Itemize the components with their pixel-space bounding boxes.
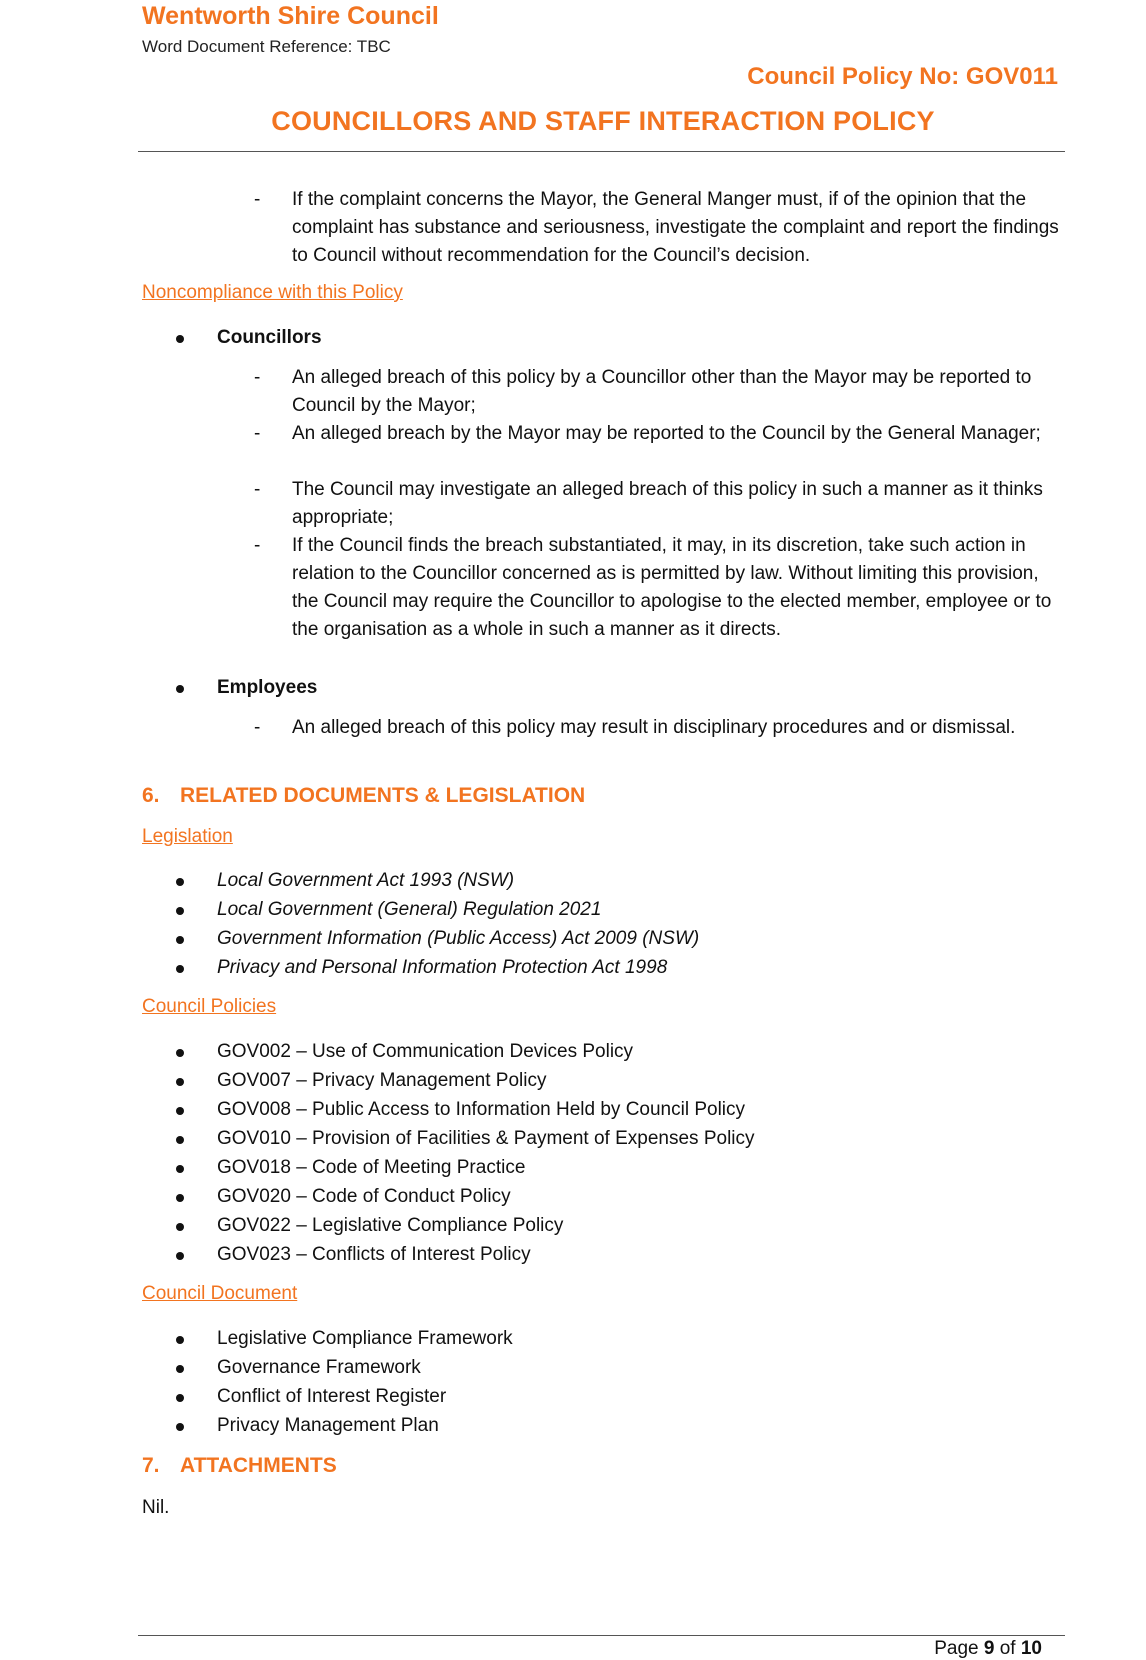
list-item-text: GOV023 – Conflicts of Interest Policy	[217, 1244, 531, 1265]
document-reference: Word Document Reference: TBC	[142, 37, 391, 56]
bullet-icon	[176, 335, 184, 343]
list-item-text: Local Government Act 1993 (NSW)	[217, 870, 515, 891]
list-item-text: GOV002 – Use of Communication Devices Policy	[217, 1041, 634, 1062]
section-title: RELATED DOCUMENTS & LEGISLATION	[180, 784, 586, 807]
page-current: 9	[983, 1638, 995, 1659]
list-item-text: An alleged breach of this policy may result in disciplinary procedures and or dismissal.	[292, 717, 1016, 738]
dash-marker: -	[254, 367, 261, 388]
bullet-icon	[176, 1078, 184, 1086]
policy-number: Council Policy No: GOV011	[747, 63, 1058, 90]
bullet-icon	[176, 1365, 184, 1373]
list-item-text: Local Government (General) Regulation 2021	[217, 899, 602, 920]
list-item-text: Government Information (Public Access) Act 2009 (NSW)	[217, 928, 700, 949]
section-title: ATTACHMENTS	[180, 1454, 337, 1477]
bullet-icon	[176, 1165, 184, 1173]
list-item-text: Conflict of Interest Register	[217, 1386, 447, 1407]
footer-divider	[138, 1635, 1065, 1636]
bullet-icon	[176, 1194, 184, 1202]
section-number: 7.	[142, 1454, 160, 1477]
page-total: 10	[1020, 1638, 1042, 1659]
list-item-text: GOV010 – Provision of Facilities & Payment of Expenses Policy	[217, 1128, 755, 1149]
page-label: Page	[934, 1638, 979, 1659]
bullet-icon	[176, 1252, 184, 1260]
noncompliance-heading: Noncompliance with this Policy	[142, 282, 403, 303]
list-item-text: The Council may investigate an alleged breach of this policy in such a manner as it thinks appropriate;	[292, 479, 1043, 528]
dash-marker: -	[254, 717, 261, 738]
bullet-icon	[176, 1136, 184, 1144]
list-item-text: If the Council finds the breach substantiated, it may, in its discretion, take such action in relation to the Councillor concerned as is permitted by law. Without limiting this provision, the Council may require the Councillor to apologise to the elected member, employee or to the organisation as a whole in such a manner as it directs.	[292, 535, 1052, 640]
attachments-body: Nil.	[142, 1497, 170, 1518]
list-item-text: GOV020 – Code of Conduct Policy	[217, 1186, 511, 1207]
list-item-text: Privacy and Personal Information Protection Act 1998	[217, 957, 668, 978]
bullet-icon	[176, 907, 184, 915]
bullet-icon	[176, 936, 184, 944]
section-7-heading	[142, 1454, 337, 1478]
page-title: COUNCILLORS AND STAFF INTERACTION POLICY	[271, 106, 935, 136]
bullet-icon	[176, 965, 184, 973]
page-indicator	[934, 1638, 1042, 1660]
bullet-label: Employees	[217, 677, 318, 698]
section-number: 6.	[142, 784, 160, 807]
header-divider	[138, 151, 1065, 152]
list-item-text: GOV018 – Code of Meeting Practice	[217, 1157, 526, 1178]
bullet-icon	[176, 1336, 184, 1344]
bullet-icon	[176, 1423, 184, 1431]
council-policies-heading: Council Policies	[142, 996, 277, 1017]
bullet-icon	[176, 1107, 184, 1115]
bullet-icon	[176, 1049, 184, 1057]
list-item-text: Privacy Management Plan	[217, 1415, 439, 1436]
of-label: of	[999, 1638, 1016, 1659]
bullet-label: Councillors	[217, 327, 322, 348]
dash-marker: -	[254, 479, 261, 500]
list-item-text: GOV022 – Legislative Compliance Policy	[217, 1215, 564, 1236]
list-item-text: GOV008 – Public Access to Information Held by Council Policy	[217, 1099, 746, 1120]
bullet-icon	[176, 685, 184, 693]
dash-marker: -	[254, 189, 261, 210]
council-document-heading: Council Document	[142, 1283, 298, 1304]
list-item-text: If the complaint concerns the Mayor, the General Manger must, if of the opinion that the complaint has substance and seriousness, investigate the complaint and report the findings to Council without recommendation for the Council’s decision.	[292, 189, 1059, 266]
bullet-icon	[176, 1223, 184, 1231]
legislation-heading: Legislation	[142, 826, 233, 847]
list-item-text: Governance Framework	[217, 1357, 421, 1378]
list-item-text: An alleged breach of this policy by a Councillor other than the Mayor may be reported to Council by the Mayor;	[292, 367, 1032, 416]
dash-marker: -	[254, 535, 261, 556]
bullet-icon	[176, 878, 184, 886]
list-item-text: Legislative Compliance Framework	[217, 1328, 513, 1349]
dash-marker: -	[254, 423, 261, 444]
list-item-text: An alleged breach by the Mayor may be reported to the Council by the General Manager;	[292, 423, 1041, 444]
organisation-name: Wentworth Shire Council	[142, 2, 439, 30]
section-6-heading	[142, 784, 585, 808]
list-item-text: GOV007 – Privacy Management Policy	[217, 1070, 547, 1091]
bullet-icon	[176, 1394, 184, 1402]
